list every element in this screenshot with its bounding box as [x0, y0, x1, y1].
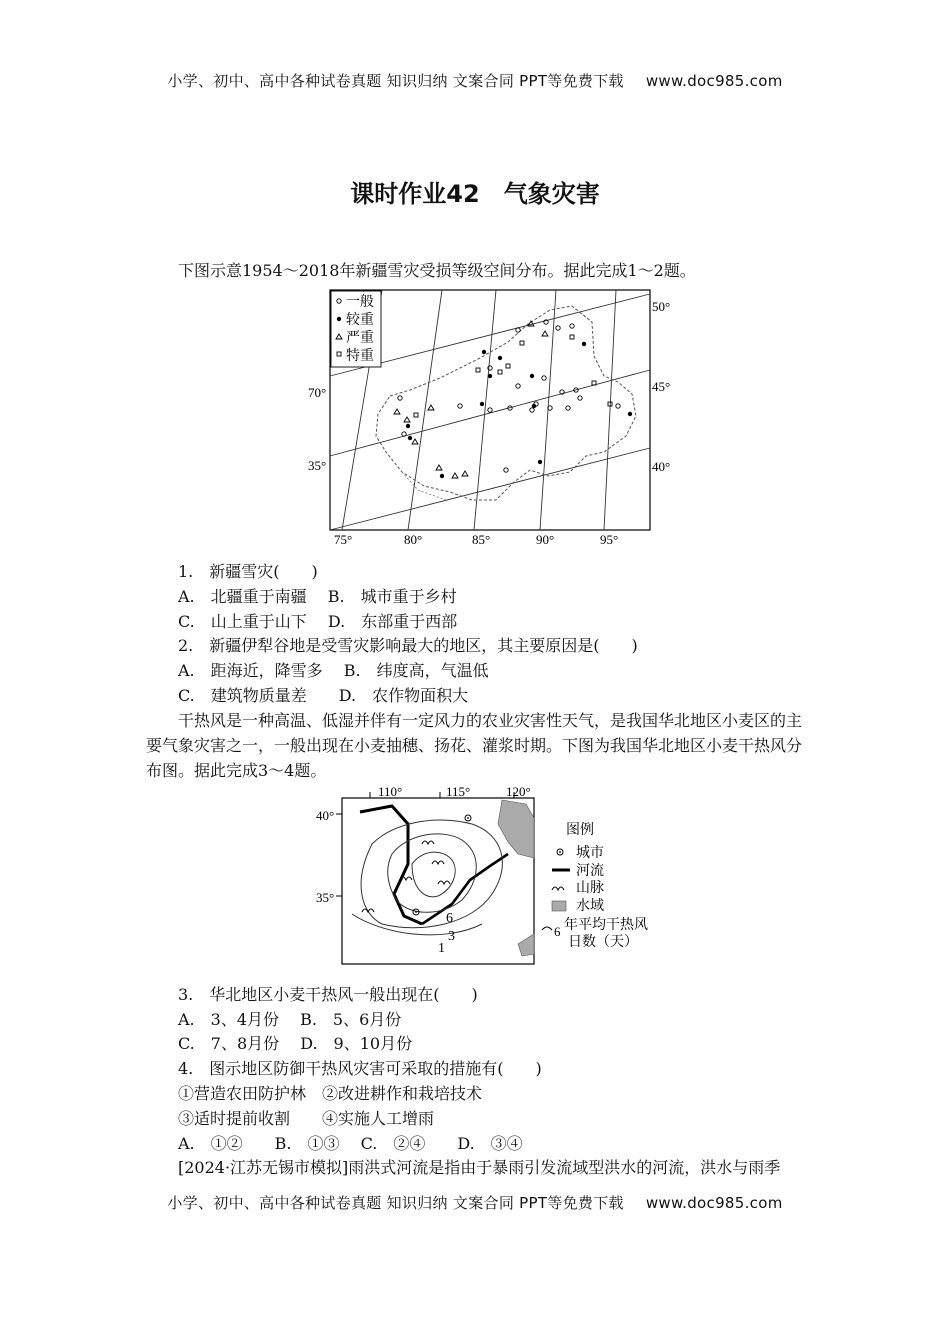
lat-label: 35° [316, 890, 335, 905]
header-text: 小学、初中、高中各种试卷真题 知识归纳 文案合同 PPT等免费下载 [167, 72, 624, 90]
contour-label: 3 [448, 929, 455, 944]
legend-item: 山脉 [576, 881, 604, 896]
q3-stem: 3. 华北地区小麦干热风一般出现在( ) [178, 985, 478, 1004]
lon-label: 80° [404, 532, 423, 546]
legend-item: 水域 [576, 899, 604, 914]
q3-options-ab: A. 3、4月份 B. 5、6月份 [178, 1010, 402, 1029]
legend-contour-text: 日数（天） [568, 935, 638, 950]
q1-stem: 1. 新疆雪灾( ) [178, 562, 318, 581]
lat-label: 35° [308, 458, 327, 473]
legend-contour-text: 年平均干热风 [564, 918, 648, 933]
legend-item: 严重 [346, 331, 374, 346]
page-footer [0, 1192, 950, 1213]
q1-options-ab: A. 北疆重于南疆 B. 城市重于乡村 [178, 587, 457, 606]
lat-label: 50° [652, 299, 670, 314]
header-url[interactable]: www.doc985.com [645, 72, 783, 90]
xinjiang-snow-map [300, 286, 670, 546]
legend-contour-value: 6 [554, 924, 561, 939]
q4-stem: 4. 图示地区防御干热风灾害可采取的措施有( ) [178, 1059, 542, 1078]
contour-label: 1 [438, 941, 445, 956]
legend-item: 特重 [346, 349, 374, 364]
legend-item: 一般 [346, 295, 374, 310]
footer-text: 小学、初中、高中各种试卷真题 知识归纳 文案合同 PPT等免费下载 [167, 1194, 624, 1212]
intro-1: 下图示意1954～2018年新疆雪灾受损等级空间分布。据此完成1～2题。 [178, 261, 696, 280]
lat-label: 70° [308, 385, 327, 400]
footer-url[interactable]: www.doc985.com [645, 1194, 783, 1212]
legend-item: 城市 [576, 846, 604, 861]
contour-label: 6 [446, 911, 453, 926]
q2-stem: 2. 新疆伊犁谷地是受雪灾影响最大的地区，其主要原因是( ) [178, 636, 638, 655]
legend-item: 河流 [576, 864, 604, 879]
lat-label: 40° [316, 808, 335, 823]
lon-label: 110° [378, 784, 403, 799]
legend-title: 图例 [566, 823, 594, 838]
page-title: 课时作业42 气象灾害 [350, 180, 600, 208]
legend-item: 较重 [346, 313, 374, 328]
lon-label: 115° [446, 784, 471, 799]
lon-label: 85° [472, 532, 491, 546]
lon-label: 75° [334, 532, 353, 546]
q4-items-34: ③适时提前收割 ④实施人工增雨 [178, 1109, 435, 1128]
intro-3: [2024·江苏无锡市模拟]雨洪式河流是指由于暴雨引发流域型洪水的河流，洪水与雨季 [178, 1158, 781, 1177]
lat-label: 40° [652, 459, 670, 474]
lon-label: 90° [536, 532, 555, 546]
q4-items-12: ①营造农田防护林 ②改进耕作和栽培技术 [178, 1084, 483, 1103]
q4-options: A. ①② B. ①③ C. ②④ D. ③④ [178, 1134, 523, 1153]
q3-options-cd: C. 7、8月份 D. 9、10月份 [178, 1034, 413, 1053]
q2-options-cd: C. 建筑物质量差 D. 农作物面积大 [178, 686, 469, 705]
lat-label: 45° [652, 379, 670, 394]
lon-label: 95° [600, 532, 619, 546]
north-china-hot-wind-map [312, 784, 672, 970]
q1-options-cd: C. 山上重于山下 D. 东部重于西部 [178, 612, 458, 631]
intro-2: 干热风是一种高温、低湿并伴有一定风力的农业灾害性天气，是我国华北地区小麦区的主要气象灾害之一，一般出现在小麦抽穗、扬花、灌浆时期。下图为我国华北地区小麦干热风分布图。据此完成3～4题。 [146, 711, 803, 780]
page-header [0, 70, 950, 91]
lon-label: 120° [506, 784, 531, 799]
q2-options-ab: A. 距海近，降雪多 B. 纬度高，气温低 [178, 661, 489, 680]
